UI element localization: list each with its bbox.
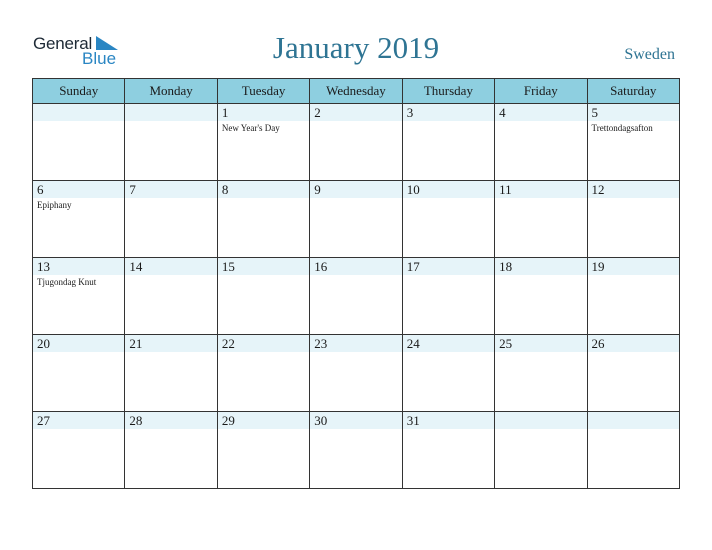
day-number: 15 bbox=[218, 258, 309, 275]
holiday-label bbox=[495, 429, 586, 431]
holiday-label bbox=[218, 275, 309, 277]
day-cell[interactable] bbox=[495, 335, 587, 412]
day-cell[interactable] bbox=[310, 258, 402, 335]
day-cell[interactable] bbox=[125, 412, 217, 489]
day-number bbox=[125, 104, 216, 121]
holiday-label bbox=[403, 275, 494, 277]
day-cell[interactable] bbox=[217, 335, 309, 412]
logo-text-general: General bbox=[33, 34, 93, 53]
weekday-header: Tuesday bbox=[217, 79, 309, 104]
day-cell[interactable] bbox=[33, 181, 125, 258]
day-number: 8 bbox=[218, 181, 309, 198]
holiday-label bbox=[403, 198, 494, 200]
day-number: 26 bbox=[588, 335, 679, 352]
holiday-label bbox=[495, 198, 586, 200]
day-number: 19 bbox=[588, 258, 679, 275]
weekday-header-row bbox=[33, 79, 680, 104]
holiday-label bbox=[125, 429, 216, 431]
day-cell[interactable] bbox=[217, 258, 309, 335]
day-cell[interactable] bbox=[587, 258, 679, 335]
holiday-label bbox=[588, 429, 679, 431]
calendar-title: January 2019 bbox=[272, 30, 440, 65]
day-number: 11 bbox=[495, 181, 586, 198]
day-cell[interactable] bbox=[402, 258, 494, 335]
day-cell[interactable] bbox=[495, 181, 587, 258]
week-row bbox=[33, 181, 680, 258]
day-cell[interactable] bbox=[310, 104, 402, 181]
holiday-label bbox=[125, 198, 216, 200]
day-cell[interactable] bbox=[125, 104, 217, 181]
day-number: 7 bbox=[125, 181, 216, 198]
day-number: 25 bbox=[495, 335, 586, 352]
day-cell[interactable] bbox=[587, 335, 679, 412]
day-cell[interactable] bbox=[495, 104, 587, 181]
holiday-label bbox=[125, 275, 216, 277]
weekday-header: Friday bbox=[495, 79, 587, 104]
day-number: 1 bbox=[218, 104, 309, 121]
week-row bbox=[33, 335, 680, 412]
day-cell[interactable] bbox=[217, 412, 309, 489]
day-number: 3 bbox=[403, 104, 494, 121]
holiday-label bbox=[218, 198, 309, 200]
holiday-label bbox=[588, 352, 679, 354]
day-cell[interactable] bbox=[125, 181, 217, 258]
day-cell[interactable] bbox=[310, 412, 402, 489]
day-number: 27 bbox=[33, 412, 124, 429]
holiday-label bbox=[33, 121, 124, 123]
holiday-label: Epiphany bbox=[37, 200, 72, 210]
day-number: 14 bbox=[125, 258, 216, 275]
day-number: 28 bbox=[125, 412, 216, 429]
holiday-label bbox=[310, 275, 401, 277]
day-cell[interactable] bbox=[587, 181, 679, 258]
day-number bbox=[33, 104, 124, 121]
day-number: 17 bbox=[403, 258, 494, 275]
weekday-header: Thursday bbox=[402, 79, 494, 104]
day-number bbox=[495, 412, 586, 429]
holiday-label bbox=[495, 352, 586, 354]
holiday-label bbox=[495, 121, 586, 123]
day-number: 23 bbox=[310, 335, 401, 352]
day-number: 12 bbox=[588, 181, 679, 198]
day-number: 9 bbox=[310, 181, 401, 198]
day-cell[interactable] bbox=[33, 335, 125, 412]
day-cell[interactable] bbox=[587, 104, 679, 181]
holiday-label bbox=[33, 352, 124, 354]
day-cell[interactable] bbox=[402, 335, 494, 412]
day-cell[interactable] bbox=[33, 258, 125, 335]
day-cell[interactable] bbox=[217, 181, 309, 258]
week-row bbox=[33, 104, 680, 181]
day-number: 20 bbox=[33, 335, 124, 352]
weekday-header: Sunday bbox=[33, 79, 125, 104]
week-row bbox=[33, 258, 680, 335]
day-cell[interactable] bbox=[587, 412, 679, 489]
day-number: 30 bbox=[310, 412, 401, 429]
holiday-label bbox=[588, 198, 679, 200]
day-number: 16 bbox=[310, 258, 401, 275]
logo-text-blue: Blue bbox=[82, 49, 117, 68]
day-number: 10 bbox=[403, 181, 494, 198]
holiday-label bbox=[310, 429, 401, 431]
day-number: 29 bbox=[218, 412, 309, 429]
day-cell[interactable] bbox=[33, 412, 125, 489]
day-cell[interactable] bbox=[310, 181, 402, 258]
day-number: 18 bbox=[495, 258, 586, 275]
holiday-label bbox=[495, 275, 586, 277]
day-number: 2 bbox=[310, 104, 401, 121]
holiday-label bbox=[33, 429, 124, 431]
day-number: 21 bbox=[125, 335, 216, 352]
weekday-header: Wednesday bbox=[310, 79, 402, 104]
holiday-label: Trettondagsafton bbox=[591, 123, 653, 133]
holiday-label bbox=[588, 275, 679, 277]
day-cell[interactable] bbox=[402, 104, 494, 181]
day-cell[interactable] bbox=[125, 258, 217, 335]
holiday-label bbox=[403, 429, 494, 431]
day-number: 22 bbox=[218, 335, 309, 352]
week-row bbox=[33, 412, 680, 489]
holiday-label bbox=[218, 429, 309, 431]
day-cell[interactable] bbox=[217, 104, 309, 181]
day-number: 13 bbox=[33, 258, 124, 275]
day-cell[interactable] bbox=[402, 181, 494, 258]
holiday-label bbox=[310, 198, 401, 200]
holiday-label bbox=[125, 121, 216, 123]
weekday-header: Saturday bbox=[587, 79, 679, 104]
day-number: 6 bbox=[33, 181, 124, 198]
holiday-label bbox=[125, 352, 216, 354]
day-cell[interactable] bbox=[310, 335, 402, 412]
day-cell[interactable] bbox=[33, 104, 125, 181]
day-number bbox=[588, 412, 679, 429]
holiday-label bbox=[403, 352, 494, 354]
holiday-label bbox=[403, 121, 494, 123]
holiday-label: Tjugondag Knut bbox=[37, 277, 97, 287]
day-cell[interactable] bbox=[402, 412, 494, 489]
holiday-label bbox=[310, 352, 401, 354]
holiday-label bbox=[218, 352, 309, 354]
calendar-grid bbox=[32, 78, 680, 489]
day-number: 24 bbox=[403, 335, 494, 352]
holiday-label: New Year's Day bbox=[221, 123, 280, 133]
weekday-header: Monday bbox=[125, 79, 217, 104]
day-cell[interactable] bbox=[125, 335, 217, 412]
day-cell[interactable] bbox=[495, 258, 587, 335]
day-number: 5 bbox=[588, 104, 679, 121]
holiday-label bbox=[310, 121, 401, 123]
day-number: 4 bbox=[495, 104, 586, 121]
day-number: 31 bbox=[403, 412, 494, 429]
country-label: Sweden bbox=[624, 46, 675, 63]
day-cell[interactable] bbox=[495, 412, 587, 489]
